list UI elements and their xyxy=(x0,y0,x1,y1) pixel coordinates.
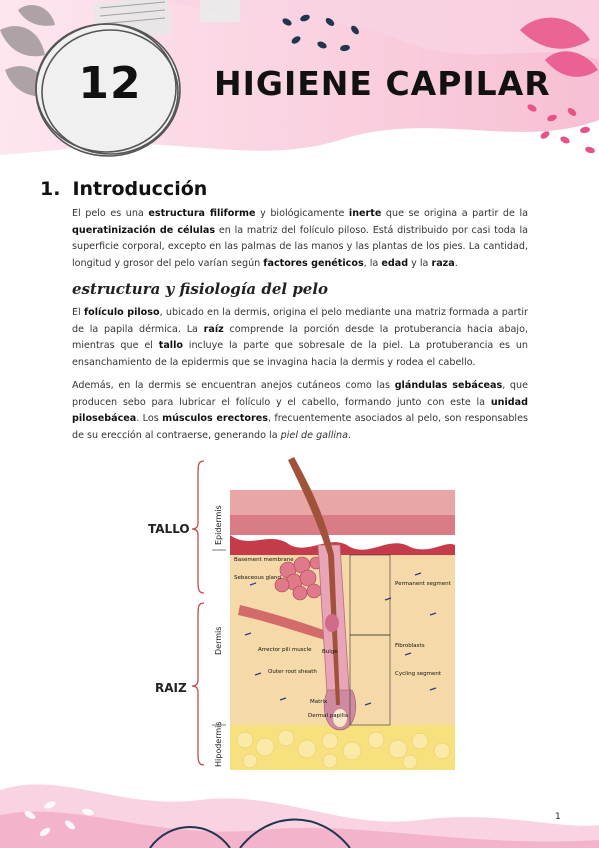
label-raiz: RAIZ xyxy=(155,681,187,695)
text-run: El pelo es una xyxy=(72,208,149,219)
text-run: , ubicado en la dermis, origina el pelo mediante una matriz formada a partir de la papila dérmica. La xyxy=(72,307,528,335)
bold-term: folículo piloso xyxy=(83,307,160,318)
bold-term: queratinización de células xyxy=(72,224,216,236)
text-run: . xyxy=(348,429,352,441)
section-title: Introducción xyxy=(72,178,208,200)
text-run: El xyxy=(72,307,84,318)
annotation-basement: Basement membrane xyxy=(234,557,294,563)
text-run: Además, en la dermis se encuentran anejos cutáneos como las xyxy=(72,380,395,391)
text-run: y biológicamente xyxy=(255,208,349,219)
subsection-heading: estructura y fisiología del pelo xyxy=(72,280,329,298)
text-run: , la xyxy=(363,257,382,269)
annotation-matrix: Matrix xyxy=(310,699,328,705)
bold-term: raíz xyxy=(203,323,224,335)
text-run: , frecuentemente asociados al pelo, son responsables de su erección al contraerse, generando la xyxy=(72,413,528,441)
text-run: . xyxy=(454,257,458,269)
text-run: que se origina a partir de la xyxy=(381,208,529,219)
text-run: incluye la parte que sobresale de la piel. La protuberancia es un ensanchamiento de la epidermis que se invagina hacia la dermis y rodea el cabello. xyxy=(72,340,528,368)
bold-term: tallo xyxy=(158,340,183,351)
text-run: comprende la porción desde la protuberancia hacia abajo, mientras que el xyxy=(72,323,528,351)
annotation-dermal-papilla: Dermal papilla xyxy=(308,713,349,719)
annotation-outer-root: Outer root sheath xyxy=(268,669,317,675)
annotation-bulge: Bulge xyxy=(322,649,338,655)
layer-label-dermis: Dermis xyxy=(214,626,223,655)
epidermis-basal xyxy=(230,535,455,555)
bold-term: glándulas sebáceas xyxy=(394,380,503,391)
footer-decoration xyxy=(0,770,599,848)
annotation-cycling: Cycling segment xyxy=(395,671,442,677)
annotation-permanent: Permanent segment xyxy=(395,581,451,587)
paragraph-structure xyxy=(72,305,528,371)
text-run: y la xyxy=(408,257,432,269)
annotation-arrector: Arrector pili muscle xyxy=(258,647,312,653)
annotation-fibroblasts: Fibroblasts xyxy=(395,643,425,649)
epidermis-stratum-corneum xyxy=(230,490,455,515)
bracket-lines xyxy=(192,461,204,765)
text-run: en la matriz del folículo piloso. Está distribuido por casi toda la superficie corporal, excepto en las palmas de las manos y las plantas de los pies. La cantidad, longitud y grosor del pelo varían según xyxy=(72,224,528,269)
hair-follicle-diagram xyxy=(190,455,470,775)
italic-term: piel de gallina xyxy=(280,429,348,441)
bold-term: inerte xyxy=(348,208,382,219)
label-tallo: TALLO xyxy=(148,522,190,536)
bold-term: unidad pilosebácea xyxy=(72,396,528,424)
page-number: 1 xyxy=(555,812,561,822)
bulge xyxy=(325,614,339,632)
text-run: . Los xyxy=(136,413,163,424)
epidermis-layer xyxy=(230,515,455,535)
bold-term: músculos erectores xyxy=(162,413,268,424)
bold-term: estructura filiforme xyxy=(148,208,256,219)
annotation-sebaceous: Sebaceous gland xyxy=(234,575,281,581)
layer-label-epidermis: Epidermis xyxy=(214,505,223,545)
chapter-title: HIGIENE CAPILAR xyxy=(214,64,551,103)
bold-term: factores genéticos xyxy=(263,257,364,269)
layer-label-hipodermis: Hipodermis xyxy=(214,721,223,767)
text-run: , que producen sebo para lubricar el folículo y el cabello, formando junto con este la xyxy=(72,380,529,408)
chapter-number: 12 xyxy=(78,58,142,109)
paragraph-annexes xyxy=(72,378,528,444)
section-number: 1. xyxy=(40,178,61,200)
section-heading xyxy=(40,178,207,200)
intro-paragraph xyxy=(72,206,528,272)
bold-term: raza xyxy=(431,257,455,269)
bold-term: edad xyxy=(381,257,409,269)
